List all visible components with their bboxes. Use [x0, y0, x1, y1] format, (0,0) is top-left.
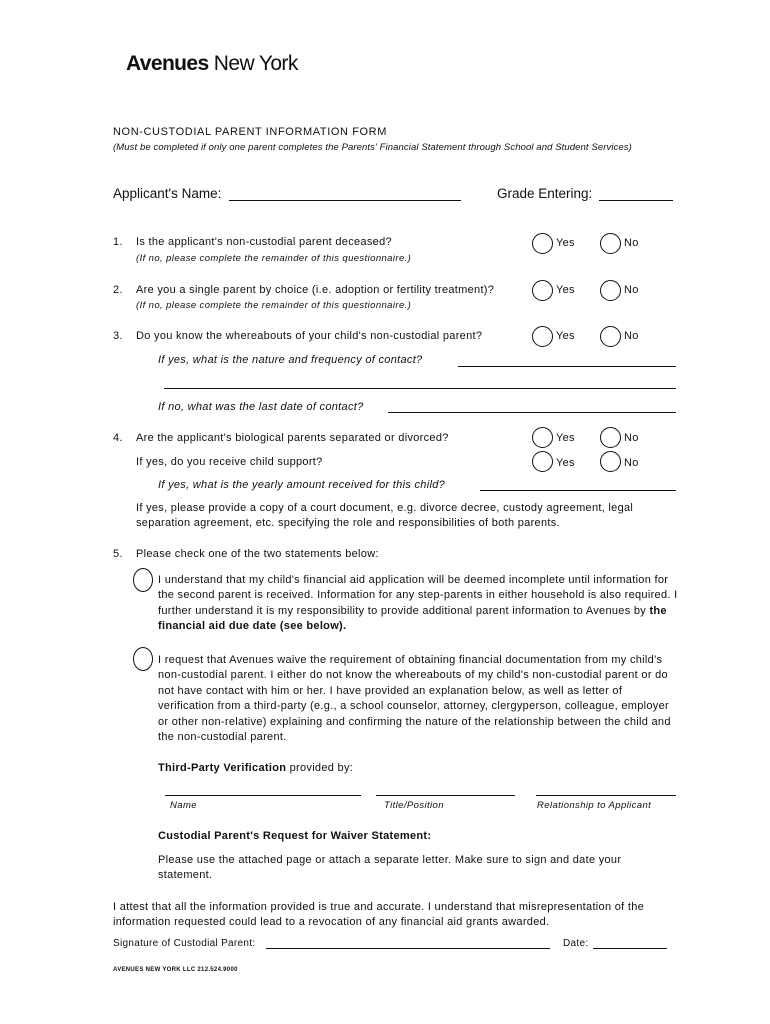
verifier-title-caption: Title/Position [384, 800, 444, 811]
statement-a-radio[interactable] [133, 568, 153, 592]
date-field[interactable] [593, 948, 667, 949]
question-3-number: 3. [113, 330, 123, 342]
waiver-text: Please use the attached page or attach a separate letter. Make sure to sign and date your statement. [158, 854, 622, 882]
question-2-yes-label: Yes [556, 284, 575, 296]
question-4-no-label: No [624, 432, 639, 444]
verification-label [158, 762, 353, 774]
verification-label-bold: Third-Party Verification [158, 762, 287, 774]
footer-contact: AVENUES NEW YORK LLC 212.524.9000 [113, 967, 238, 973]
question-4-yes-radio[interactable] [532, 427, 553, 448]
question-3-last-contact-label: If no, what was the last date of contact? [158, 401, 364, 413]
question-3-no-radio[interactable] [600, 326, 621, 347]
form-subtitle: (Must be completed if only one parent completes the Parents' Financial Statement through School and Student Services) [113, 142, 632, 153]
question-4-number: 4. [113, 432, 123, 444]
child-support-no-radio[interactable] [600, 451, 621, 472]
question-1-no-label: No [624, 237, 639, 249]
signature-label: Signature of Custodial Parent: [113, 938, 256, 949]
question-2-no-radio[interactable] [600, 280, 621, 301]
signature-field[interactable] [266, 948, 550, 949]
question-3-yes-radio[interactable] [532, 326, 553, 347]
question-1-number: 1. [113, 236, 123, 248]
question-2-yes-radio[interactable] [532, 280, 553, 301]
question-2-no-label: No [624, 284, 639, 296]
question-1-yes-label: Yes [556, 237, 575, 249]
statement-b-text: I request that Avenues waive the requirement of obtaining financial documentation from my child's non-custodial parent. I either do not know the whereabouts of my child's non-custodial parent or do not have contact with him or her. I have provided an explanation below, as well as letter of verification from a third-party (e.g., a school counselor, attorney, clergyperson, colleague, employer or other non-relative) explaining and confirming the nature of the relationship between the child and the non-custodial parent. [158, 654, 671, 744]
attestation-text: I attest that all the information provided is true and accurate. I understand that misrepresentation of the information requested could lead to a revocation of any financial aid grants awarded. [113, 901, 645, 929]
question-3-contact-label: If yes, what is the nature and frequency of contact? [158, 354, 423, 366]
grade-entering-label: Grade Entering: [497, 186, 593, 201]
statement-a [158, 573, 682, 635]
logo-rest: New York [208, 52, 298, 75]
verifier-name-field[interactable] [165, 795, 361, 796]
logo-bold: Avenues [126, 52, 209, 75]
verifier-name-caption: Name [170, 800, 197, 811]
child-support-no-label: No [624, 457, 639, 469]
question-2-number: 2. [113, 284, 123, 296]
question-4-text: Are the applicant's biological parents separated or divorced? [136, 432, 449, 444]
verifier-relationship-caption: Relationship to Applicant [537, 800, 652, 811]
verification-label-rest: provided by: [286, 762, 354, 774]
question-4-no-radio[interactable] [600, 427, 621, 448]
question-1-note: (If no, please complete the remainder of this questionnaire.) [136, 253, 412, 264]
applicant-name-label: Applicant's Name: [113, 186, 222, 201]
question-3-text: Do you know the whereabouts of your child's non-custodial parent? [136, 330, 483, 342]
yearly-amount-label: If yes, what is the yearly amount received for this child? [158, 479, 446, 491]
date-label: Date: [563, 938, 589, 949]
form-title: NON-CUSTODIAL PARENT INFORMATION FORM [113, 126, 387, 138]
verifier-title-field[interactable] [376, 795, 515, 796]
question-3-contact-field[interactable] [458, 366, 676, 367]
question-1-yes-radio[interactable] [532, 233, 553, 254]
logo [126, 52, 298, 76]
child-support-yes-label: Yes [556, 457, 575, 469]
child-support-yes-radio[interactable] [532, 451, 553, 472]
waiver-heading: Custodial Parent's Request for Waiver Statement: [158, 830, 432, 842]
question-1-text: Is the applicant's non-custodial parent deceased? [136, 236, 392, 248]
question-1-no-radio[interactable] [600, 233, 621, 254]
question-4-yes-label: Yes [556, 432, 575, 444]
question-5-text: Please check one of the two statements below: [136, 548, 379, 560]
question-5-number: 5. [113, 548, 123, 560]
statement-b-radio[interactable] [133, 647, 153, 671]
question-3-contact-field-continued[interactable] [164, 388, 676, 389]
yearly-amount-field[interactable] [480, 490, 676, 491]
statement-a-text: I understand that my child's financial aid application will be deemed incomplete until information for the second parent is received. Information for any step-parents in either household is also required. I further understand it is my responsibility to provide additional parent information to Avenues by [158, 574, 678, 617]
question-2-text: Are you a single parent by choice (i.e. adoption or fertility treatment)? [136, 284, 495, 296]
question-3-last-contact-field[interactable] [388, 412, 676, 413]
child-support-text: If yes, do you receive child support? [136, 456, 323, 468]
question-2-note: (If no, please complete the remainder of this questionnaire.) [136, 300, 412, 311]
question-3-no-label: No [624, 330, 639, 342]
grade-entering-field[interactable] [599, 200, 673, 201]
applicant-name-field[interactable] [229, 200, 461, 201]
verifier-relationship-field[interactable] [536, 795, 676, 796]
statement-a-bold-text: the financial aid due date (see below). [158, 604, 667, 633]
question-3-yes-label: Yes [556, 330, 575, 342]
court-document-text: If yes, please provide a copy of a court document, e.g. divorce decree, custody agreement, legal separation agreement, etc. specifying the role and responsibilities of both parents. [136, 502, 634, 530]
